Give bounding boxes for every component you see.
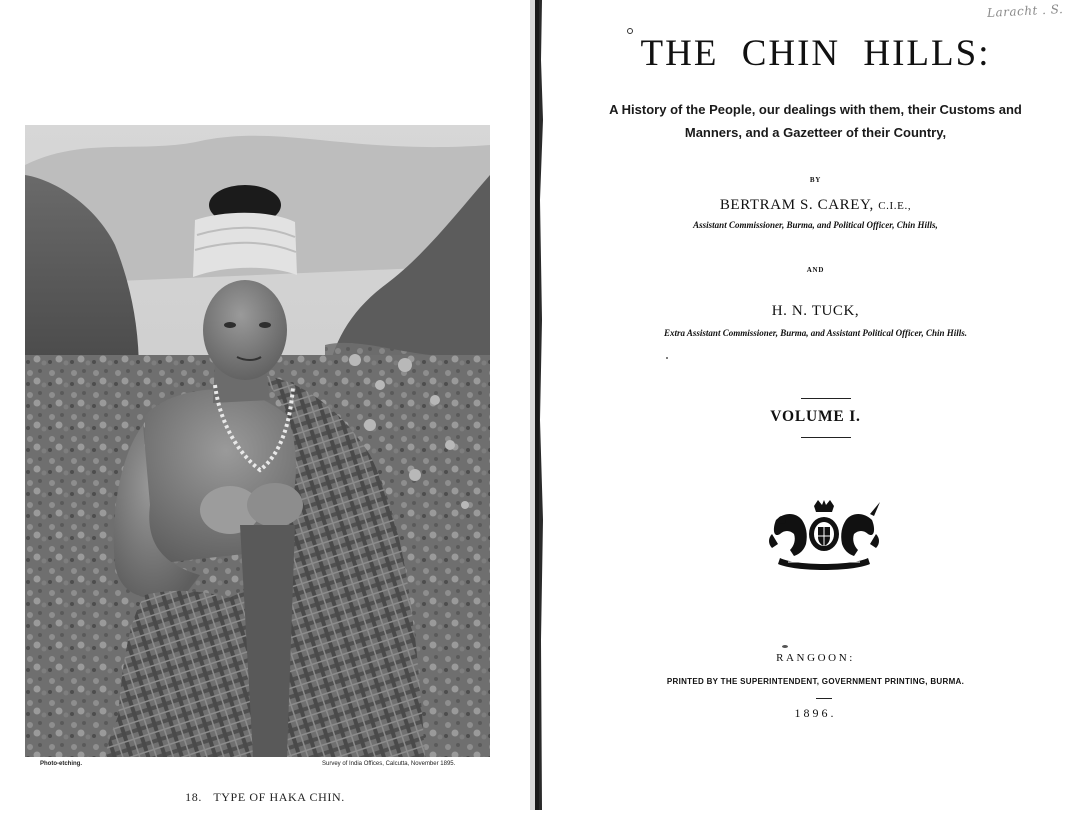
book-title: THE CHIN HILLS: <box>640 33 991 74</box>
and-label: AND <box>806 266 825 274</box>
author-1-honours: C.I.E., <box>878 200 912 212</box>
subtitle-line-1: A History of the People, our dealings with them, their Customs and <box>609 102 1022 117</box>
author-2-name: H. N. TUCK, <box>771 303 860 319</box>
volume-rule-top <box>801 398 851 399</box>
printing-speck <box>627 28 633 34</box>
photo-credit-survey: Survey of India Offices, Calcutta, November 1895. <box>322 761 456 767</box>
imprint-rule <box>816 698 832 699</box>
plate-title: TYPE OF HAKA CHIN. <box>213 790 345 804</box>
volume-rule-bottom <box>801 437 851 438</box>
right-page <box>544 0 1087 810</box>
haka-chin-portrait-image <box>25 125 490 757</box>
imprint-place: RANGOON: <box>776 652 855 664</box>
author-1-name: BERTRAM S. CAREY, <box>719 197 874 213</box>
imprint-year: 1896. <box>794 706 837 720</box>
ownership-inscription: Laracht . S. <box>986 2 1064 20</box>
photo-credit-process: Photo-etching. <box>40 761 82 767</box>
royal-coat-of-arms-icon <box>766 500 882 572</box>
imprint-printer: PRINTED BY THE SUPERINTENDENT, GOVERNMENT PRINTING, BURMA. <box>666 677 965 686</box>
subtitle-line-2: Manners, and a Gazetteer of their Country, <box>684 125 947 140</box>
frontispiece-photograph <box>25 125 490 757</box>
author-1 <box>544 197 1087 214</box>
author-1-role: Assistant Commissioner, Burma, and Political Officer, Chin Hills, <box>693 220 938 230</box>
printing-speck <box>666 357 668 359</box>
author-2-role: Extra Assistant Commissioner, Burma, and Assistant Political Officer, Chin Hills. <box>664 328 967 338</box>
binding-gutter <box>530 0 544 810</box>
gutter-shadow <box>530 0 544 810</box>
by-label: BY <box>809 176 822 184</box>
plate-number: 18. <box>185 790 202 804</box>
volume-label: VOLUME I. <box>770 408 861 425</box>
printing-speck <box>782 645 788 648</box>
plate-caption <box>0 790 530 805</box>
left-page <box>0 0 538 810</box>
